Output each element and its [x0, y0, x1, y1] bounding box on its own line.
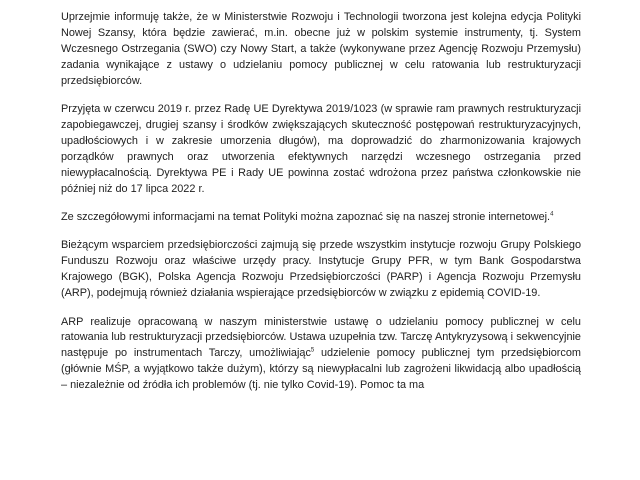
paragraph-text: Bieżącym wsparciem przedsiębiorczości zajmują się przede wszystkim instytucje rozwoju Grupy Polskiego Funduszu Rozwoju oraz właściwe urzędy pracy. Instytucje Grupy PFR, w tym Bank Gospodarstwa Krajowego (BGK), Polska Agencja Rozwoju Przedsiębiorczości (PARP) i Agencja Rozwoju Przemysłu (ARP), podejmują również działania wspierające przedsiębiorców w związku z epidemią COVID-19.: [61, 239, 581, 300]
paragraph-text: Przyjęta w czerwcu 2019 r. przez Radę UE Dyrektywa 2019/1023 (w sprawie ram prawnych restrukturyzacji zapobiegawczej, drugiej szansy i środków zwiększających skuteczność postępowań restrukturyzacyjnych, upadłościowych i w zakresie umorzenia długów), ma doprowadzić do zharmonizowania krajowych porządków prawnych oraz utworzenia efektywnych narzędzi wczesnego ostrzegania przed niewypłacalnością. Dyrektywa PE i Rady UE powinna zostać wdrożona przez państwa członkowskie nie później niż do 17 lipca 2022 r.: [61, 103, 581, 195]
document-body: [61, 10, 581, 407]
footnote-marker: 4: [550, 211, 554, 218]
footnote-marker: 5: [310, 347, 315, 354]
paragraph-dyrektywa: [61, 102, 581, 197]
paragraph-text: Ze szczegółowymi informacjami na temat Polityki można zapoznać się na naszej stronie internetowej.: [61, 210, 551, 223]
paragraph-text-continued: udzielenie pomocy publicznej tym przedsiębiorcom (głównie MŚP, a wyjątkowo także dużym), którzy są niewypłacalni lub zagrożeni likwidacją albo upadłością – niezależnie od źródła ich problemów (tj. nie tylko Covid-19). Pomoc ta ma: [61, 347, 581, 392]
paragraph-text: ARP realizuje opracowaną w naszym ministerstwie ustawę o udzielaniu pomocy publicznej w celu ratowania lub restrukturyzacji przedsiębiorców. Ustawa uzupełnia tzw. Tarczę Antykryzysową i sekwencyjnie następuje po instrumentach Tarczy, umożliwiając: [61, 315, 581, 360]
paragraph-arp: [61, 315, 581, 395]
paragraph-grupa-pfr: [61, 238, 581, 302]
paragraph-polityka-nowej-szansy: [61, 10, 581, 90]
paragraph-text: Uprzejmie informuję także, że w Ministerstwie Rozwoju i Technologii tworzona jest kolejna edycja Polityki Nowej Szansy, która będzie zawierać, m.in. obecne już w polskim systemie instrumenty, tj. System Wczesnego Ostrzegania (SWO) czy Nowy Start, a także (wykonywane przez Agencję Rozwoju Przemysłu) zadania wynikające z ustawy o udzielaniu pomocy publicznej w celu ratowania lub restrukturyzacji przedsiębiorców.: [61, 11, 581, 87]
paragraph-strona-internetowa: [61, 210, 581, 226]
